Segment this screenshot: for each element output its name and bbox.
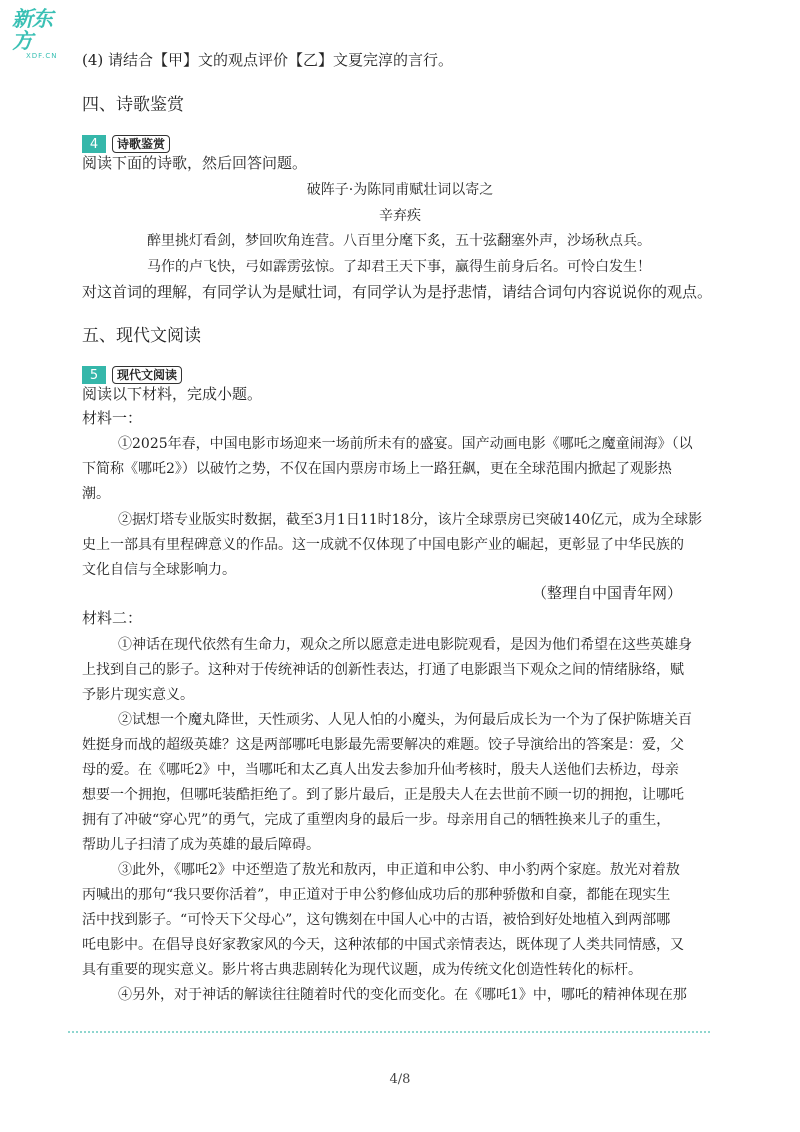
section-heading-modern-reading: 五、现代文阅读 bbox=[82, 326, 201, 346]
reading-instruction: 阅读以下材料，完成小题。 bbox=[82, 385, 263, 403]
paragraph-line: 潮。 bbox=[82, 486, 110, 502]
material-2-heading: 材料二： bbox=[82, 609, 143, 627]
material-1-heading: 材料一： bbox=[82, 409, 143, 427]
paragraph-line: 文化自信与全球影响力。 bbox=[82, 562, 236, 578]
paragraph-line: 帮助儿子扫清了成为英雄的最后障碍。 bbox=[82, 837, 320, 853]
question-type-label: 诗歌鉴赏 bbox=[112, 135, 170, 153]
question-type-label: 现代文阅读 bbox=[112, 366, 182, 384]
paragraph-line: 具有重要的现实意义。影片将古典悲剧转化为现代议题，成为传统文化创造性转化的标杆。 bbox=[82, 962, 642, 978]
poem-line: 醉里挑灯看剑，梦回吹角连营。八百里分麾下炙，五十弦翻塞外声，沙场秋点兵。 bbox=[147, 233, 651, 249]
page-number: 4/8 bbox=[389, 1072, 411, 1087]
poem-title: 破阵子·为陈同甫赋壮词以寄之 bbox=[306, 182, 494, 198]
paragraph-line: 活中找到影子。“可怜天下父母心”，这句镌刻在中国人心中的古语，被恰到好处地植入到两部哪 bbox=[82, 912, 671, 928]
paragraph-line: 丙喊出的那句“我只要你活着”，申正道对于申公豹修仙成功后的那种骄傲和自豪，都能在现实生 bbox=[82, 887, 671, 903]
paragraph-line: ①神话在现代依然有生命力，观众之所以愿意走进电影院观看，是因为他们希望在这些英雄身 bbox=[118, 637, 692, 653]
paragraph-line: ④另外，对于神话的解读往往随着时代的变化而变化。在《哪吒1》中，哪吒的精神体现在那 bbox=[118, 987, 687, 1003]
logo-subtext: XDF.CN bbox=[26, 52, 58, 60]
question-number-badge: 4 bbox=[82, 135, 106, 153]
footer-divider bbox=[68, 1031, 710, 1033]
logo-text: 新东方 bbox=[12, 7, 52, 53]
paragraph-line: 母的爱。在《哪吒2》中，当哪吒和太乙真人出发去参加升仙考核时，殷夫人送他们去桥边，母亲 bbox=[82, 762, 679, 778]
paragraph-line: 拥有了冲破“穿心咒”的勇气，完成了重塑肉身的最后一步。母亲用自己的牺牲换来儿子的重生， bbox=[82, 812, 671, 828]
section-heading-poetry: 四、诗歌鉴赏 bbox=[82, 95, 184, 115]
poem-instruction: 阅读下面的诗歌，然后回答问题。 bbox=[82, 154, 308, 172]
paragraph-line: 想要一个拥抱，但哪吒装酷拒绝了。到了影片最后，正是殷夫人在去世前不顾一切的拥抱，让哪吒 bbox=[82, 787, 684, 803]
question-tag-4 bbox=[82, 135, 170, 153]
poem-line: 马作的卢飞快，弓如霹雳弦惊。了却君王天下事，赢得生前身后名。可怜白发生！ bbox=[147, 259, 651, 275]
paragraph-line: ①2025年春，中国电影市场迎来一场前所未有的盛宴。国产动画电影《哪吒之魔童闹海》（以 bbox=[118, 436, 693, 452]
question-number-badge: 5 bbox=[82, 366, 106, 384]
paragraph-line: 吒电影中。在倡导良好家教家风的今天，这种浓郁的中国式亲情表达，既体现了人类共同情感，又 bbox=[82, 937, 684, 953]
poem-question: 对这首词的理解，有同学认为是赋壮词，有同学认为是抒悲情，请结合词句内容说说你的观点。 bbox=[82, 283, 713, 301]
paragraph-line: 予影片现实意义。 bbox=[82, 687, 194, 703]
paragraph-line: 上找到自己的影子。这种对于传统神话的创新性表达，打通了电影跟当下观众之间的情绪脉络，赋 bbox=[82, 662, 684, 678]
material-1-source: （整理自中国青年网） bbox=[531, 584, 682, 602]
poem-author: 辛弃疾 bbox=[379, 208, 421, 224]
paragraph-line: ②试想一个魔丸降世，天性顽劣、人见人怕的小魔头，为何最后成长为一个为了保护陈塘关百 bbox=[118, 712, 692, 728]
paragraph-line: ③此外，《哪吒2》中还塑造了敖光和敖丙，申正道和申公豹、申小豹两个家庭。敖光对着敖 bbox=[118, 862, 680, 878]
paragraph-line: 姓挺身而战的超级英雄？这是两部哪吒电影最先需要解决的难题。饺子导演给出的答案是：爱，父 bbox=[82, 737, 684, 753]
xdf-logo bbox=[12, 7, 64, 60]
paragraph-line: 下简称《哪吒2》）以破竹之势，不仅在国内票房市场上一路狂飙，更在全球范围内掀起了观影热 bbox=[82, 461, 672, 477]
question-tag-5 bbox=[82, 366, 182, 384]
paragraph-line: 史上一部具有里程碑意义的作品。这一成就不仅体现了中国电影产业的崛起，更彰显了中华民族的 bbox=[82, 537, 684, 553]
question-4: (4) 请结合【甲】文的观点评价【乙】文夏完淳的言行。 bbox=[82, 51, 454, 69]
paragraph-line: ②据灯塔专业版实时数据，截至3月1日11时18分，该片全球票房已突破140亿元，成为全球影 bbox=[118, 512, 703, 528]
